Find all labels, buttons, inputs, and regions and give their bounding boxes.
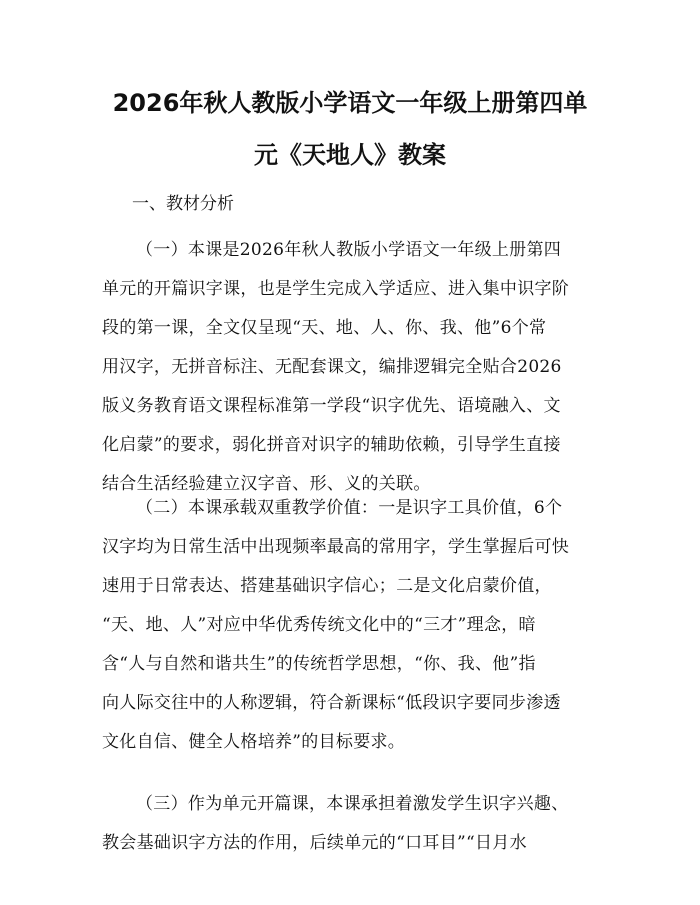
paragraph-line: 文化自信、健全人格培养”的目标要求。: [102, 732, 406, 752]
paragraph-line: 速用于日常表达、搭建基础识字信心；二是文化启蒙价值，: [102, 576, 552, 596]
paragraph-line: （二）本课承载双重教学价值：一是识字工具价值，6个: [136, 498, 563, 518]
paragraph-line: （三）作为单元开篇课，本课承担着激发学生识字兴趣、: [136, 794, 569, 814]
paragraph-line: 教会基础识字方法的作用，后续单元的“口耳目”“日月水: [102, 833, 527, 853]
paragraph-line: “天、地、人”对应中华优秀传统文化中的“三才”理念，暗: [102, 615, 536, 635]
paragraph-line: 向人际交往中的人称逻辑，符合新课标“低段识字要同步渗透: [102, 693, 561, 713]
section-heading: 一、教材分析: [132, 194, 234, 214]
paragraph-3: [102, 785, 602, 863]
paragraph-line: （一）本课是2026年秋人教版小学语文一年级上册第四: [136, 240, 562, 260]
paragraph-line: 化启蒙”的要求，弱化拼音对识字的辅助依赖，引导学生直接: [102, 435, 561, 455]
paragraph-line: 段的第一课，全文仅呈现“天、地、人、你、我、他”6个常: [102, 318, 547, 338]
paragraph-line: 汉字均为日常生活中出现频率最高的常用字，学生掌握后可快: [102, 537, 570, 557]
paragraph-2: [102, 489, 602, 762]
paragraph-line: 版义务教育语文课程标准第一学段“识字优先、语境融入、文: [102, 396, 561, 416]
paragraph-line: 含“人与自然和谐共生”的传统哲学思想，“你、我、他”指: [102, 654, 536, 674]
paragraph-line: 结合生活经验建立汉字音、形、义的关联。: [102, 474, 431, 494]
document-title-line-1: 2026年秋人教版小学语文一年级上册第四单: [112, 89, 588, 117]
document-title-line-2: 元《天地人》教案: [254, 141, 446, 169]
paragraph-1: [102, 231, 602, 504]
paragraph-line: 单元的开篇识字课，也是学生完成入学适应、进入集中识字阶: [102, 279, 570, 299]
paragraph-line: 用汉字，无拼音标注、无配套课文，编排逻辑完全贴合2026: [102, 357, 562, 377]
